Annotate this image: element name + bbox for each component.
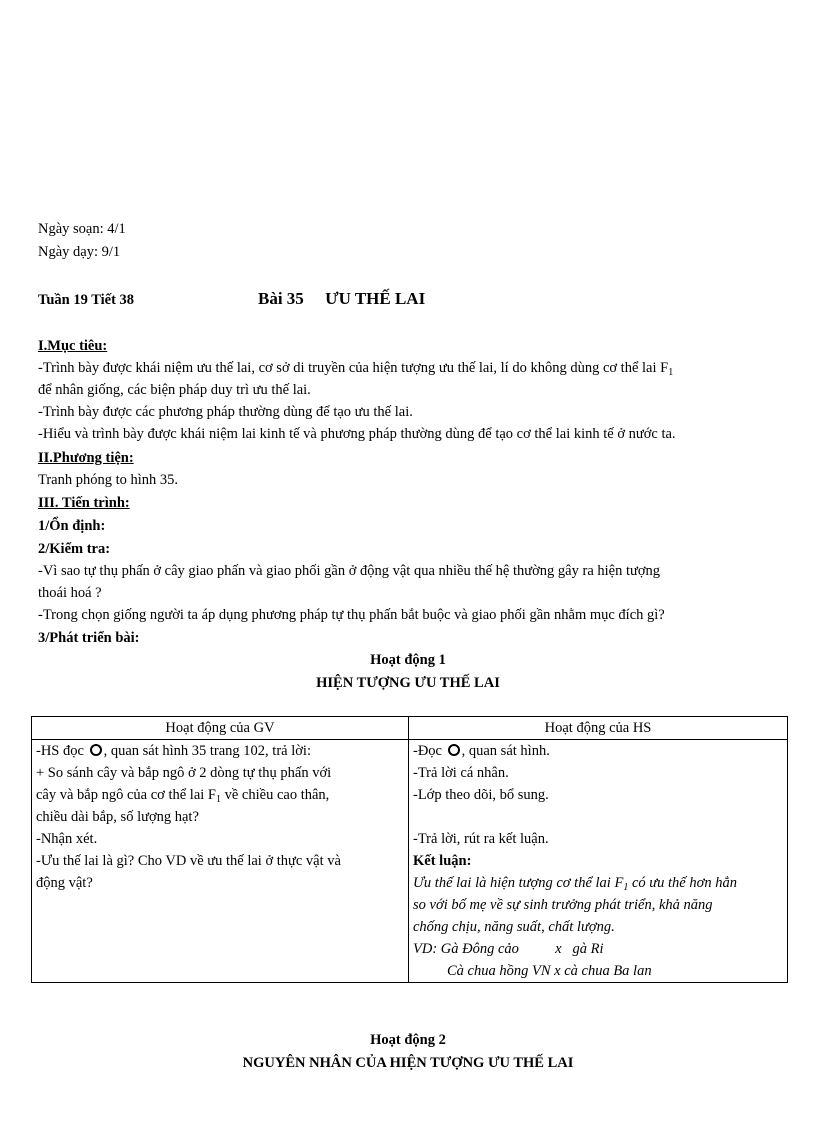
- ngay-soan: Ngày soạn: 4/1: [38, 221, 126, 237]
- col-header-hs: Hoạt động của HS: [409, 717, 788, 740]
- example-line-2: Cà chua hồng VN x cà chua Ba lan: [447, 963, 652, 979]
- circle-icon: [448, 744, 460, 756]
- gv-line-1: -HS đọc , quan sát hình 35 trang 102, trả lời:: [36, 743, 311, 759]
- hs-line-2: -Trả lời cá nhân.: [413, 765, 509, 781]
- lesson-title: ƯU THẾ LAI: [325, 289, 426, 308]
- muc-tieu-line-3: -Trình bày được các phương pháp thường dùng để tạo ưu thế lai.: [38, 404, 413, 420]
- muc-tieu-line-4: -Hiểu và trình bày được khái niệm lai kinh tế và phương pháp thường dùng để tạo cơ thể lai kinh tế ở nước ta.: [38, 426, 676, 442]
- ket-luan-line-2: so với bố mẹ về sự sinh trưởng phát triển, khả năng: [413, 897, 713, 913]
- hs-line-3: -Lớp theo dõi, bổ sung.: [413, 787, 549, 803]
- hs-line-1: -Đọc , quan sát hình.: [413, 743, 550, 759]
- ket-luan-line-1: Ưu thế lai là hiện tượng cơ thể lai $F_1$ có ưu thế hơn hẳn: [413, 875, 737, 893]
- section-muc-tieu: I.Mục tiêu:: [38, 338, 108, 354]
- col-header-gv: Hoạt động của GV: [32, 717, 409, 740]
- hoat-dong-2-title: NGUYÊN NHÂN CỦA HIỆN TƯỢNG ƯU THẾ LAI: [242, 1055, 574, 1071]
- activity-table: [31, 716, 788, 983]
- lesson-number: Bài 35: [258, 289, 304, 308]
- hoat-dong-1-label: Hoạt động 1: [370, 652, 446, 668]
- gv-line-2: + So sánh cây và bắp ngô ở 2 dòng tự thụ phấn với: [36, 765, 332, 781]
- phuong-tien-text: Tranh phóng to hình 35.: [38, 472, 179, 488]
- ngay-day: Ngày dạy: 9/1: [38, 244, 121, 260]
- table-row: [32, 740, 788, 983]
- tuan-tiet: Tuần 19 Tiết 38: [38, 292, 135, 308]
- kiem-tra: 2/Kiểm tra:: [38, 541, 111, 557]
- muc-tieu-line-2: để nhân giống, các biện pháp duy trì ưu thế lai.: [38, 382, 311, 398]
- muc-tieu-line-1: -Trình bày được khái niệm ưu thế lai, cơ sở di truyền của hiện tượng ưu thế lai, lí do không dùng cơ thể lai $F_1$: [38, 360, 674, 378]
- ket-luan-heading: Kết luận:: [413, 853, 472, 869]
- gv-line-6: -Ưu thế lai là gì? Cho VD về ưu thế lai ở thực vật và: [36, 853, 341, 869]
- gv-line-5: -Nhận xét.: [36, 831, 98, 847]
- ket-luan-line-3: chống chịu, năng suất, chất lượng.: [413, 919, 615, 935]
- gv-line-4: chiều dài bắp, số lượng hạt?: [36, 809, 199, 825]
- gv-line-3: cây và bắp ngô của cơ thể lai $F_1$ về chiều cao thân,: [36, 787, 330, 805]
- table-header-row: [32, 717, 788, 740]
- on-dinh: 1/Ổn định:: [38, 518, 106, 534]
- phat-trien-bai: 3/Phát triển bài:: [38, 630, 140, 646]
- circle-icon: [90, 744, 102, 756]
- gv-cell: [32, 740, 409, 983]
- hs-cell: [409, 740, 788, 983]
- lesson-heading: [258, 289, 425, 309]
- hs-line-4: -Trả lời, rút ra kết luận.: [413, 831, 549, 847]
- kiem-tra-line-3: -Trong chọn giống người ta áp dụng phương pháp tự thụ phấn bắt buộc và giao phối gần nhằm mục đích gì?: [38, 607, 665, 623]
- example-line-1: VD: Gà Đông cảo x gà Ri: [413, 941, 604, 957]
- hoat-dong-2-label: Hoạt động 2: [370, 1032, 446, 1048]
- hoat-dong-1-title: HIỆN TƯỢNG ƯU THẾ LAI: [316, 675, 500, 691]
- section-phuong-tien: II.Phương tiện:: [38, 450, 134, 466]
- kiem-tra-line-1: -Vì sao tự thụ phấn ở cây giao phấn và giao phối gần ở động vật qua nhiều thế hệ thường gây ra hiện tượng: [38, 563, 661, 579]
- gv-line-7: động vật?: [36, 875, 93, 891]
- kiem-tra-line-2: thoái hoá ?: [38, 585, 102, 601]
- section-tien-trinh: III. Tiến trình:: [38, 495, 130, 511]
